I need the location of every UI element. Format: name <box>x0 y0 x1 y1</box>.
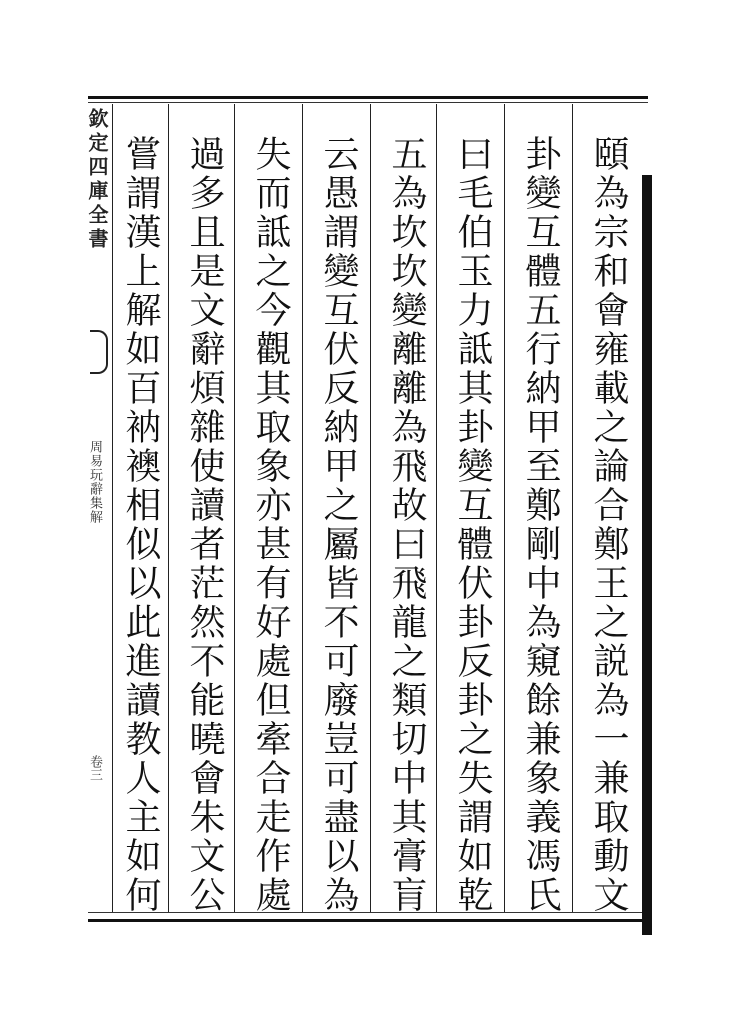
column-rule <box>234 104 235 912</box>
text-column-1: 頤為宗和會雍載之論合鄭王之説為一兼取動文 <box>588 135 629 915</box>
text-column-4: 五為坎坎變離離為飛故曰飛龍之類切中其膏肓 <box>386 135 427 915</box>
text-column-7: 過多且是文辭煩雜使讀者茫然不能曉會朱文公 <box>184 135 225 915</box>
column-rule <box>370 104 371 912</box>
text-column-3: 曰毛伯玉力詆其卦變互體伏卦反卦之失謂如乾 <box>452 135 493 915</box>
column-rule <box>572 104 573 912</box>
margin-book-title: 周易玩辭集解 <box>87 440 102 524</box>
column-rule <box>504 104 505 912</box>
column-rule <box>436 104 437 912</box>
text-column-8: 嘗謂漢上解如百衲襖相似以此進讀教人主如何 <box>120 135 161 915</box>
margin-page-number: 卷三 <box>87 755 102 781</box>
text-column-6: 失而詆之今觀其取象亦甚有好處但牽合走作處 <box>250 135 291 915</box>
text-column-2: 卦變互體五行納甲至鄭剛中為窺餘兼象義馮氏 <box>520 135 561 915</box>
top-border-line <box>88 102 648 103</box>
book-spine-edge <box>642 175 652 935</box>
column-rule <box>302 104 303 912</box>
margin-section-title: 欽定四庫全書 <box>85 108 109 252</box>
fishtail-marker-icon <box>90 330 108 374</box>
text-column-5: 云愚謂變互伏反納甲之屬皆不可廢豈可盡以為 <box>318 135 359 915</box>
